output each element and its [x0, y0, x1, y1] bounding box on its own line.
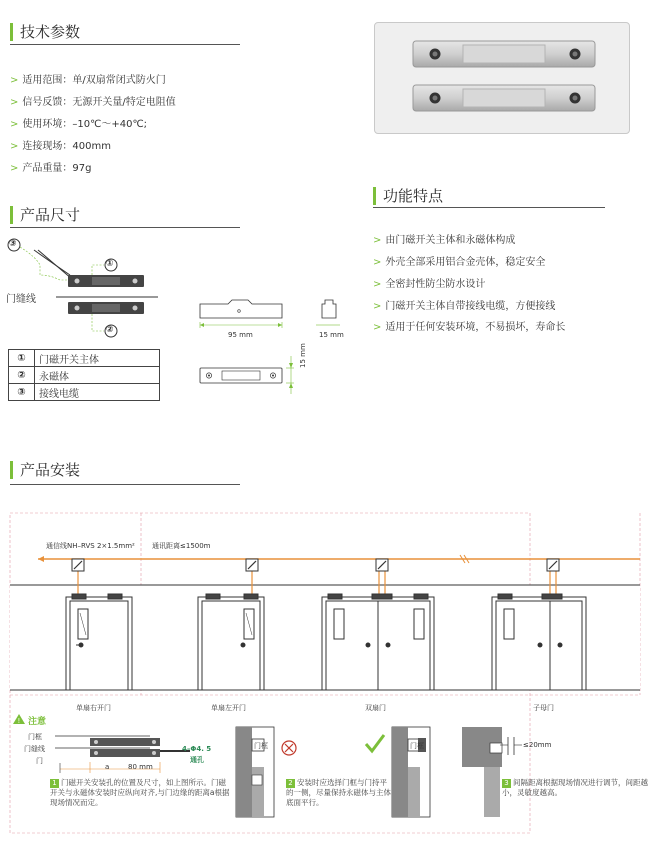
cable-label: 通信线NH–RVS 2×1.5mm²	[46, 542, 135, 550]
tech-title-underline	[10, 44, 240, 45]
install-section-title: 产品安装	[10, 461, 80, 479]
feature-item: > 由门磁开关主体和永磁体构成	[373, 235, 516, 246]
label-frame-2: 门框	[254, 742, 268, 750]
callout-3-label: ③	[9, 239, 17, 249]
switch-body-photo	[413, 41, 595, 67]
door-label-single-right: 单扇右开门	[76, 704, 111, 712]
note-2: 2 安装时应选择门框与门持平的一侧，尽量保持永磁体与主体底面平行。	[286, 778, 391, 807]
tech-section-title: 技术参数	[10, 23, 80, 41]
label-80mm: 80 mm	[128, 763, 153, 771]
part-number: ②	[9, 367, 35, 384]
label-door: 门	[36, 757, 43, 765]
note-3-number: 3	[502, 779, 511, 788]
table-row	[9, 384, 160, 401]
door-label-double: 双扇门	[365, 704, 386, 712]
part-name: 门磁开关主体	[35, 350, 160, 367]
switch-body-schematic	[68, 275, 144, 287]
part-number: ③	[9, 384, 35, 401]
note-1: 1 门磁开关安装孔的位置及尺寸，如上图所示。门磁开关与永磁体安装时应纵向对齐,与门边缘的距离a根据现场情况而定。	[50, 778, 230, 807]
install-title-underline	[10, 484, 240, 485]
tech-item: > 使用环境：–10℃～+40℃;	[10, 119, 148, 130]
tech-item: > 信号反馈：无源开关量/特定电阻值	[10, 97, 176, 108]
parts-table	[8, 349, 160, 401]
door-label-single-left: 单扇左开门	[211, 704, 246, 712]
svg-text:!: !	[17, 717, 21, 725]
tech-item: > 产品重量：97g	[10, 163, 92, 174]
label-hole-size: 4–Φ4. 5	[182, 745, 212, 753]
dim-width-label: 95 mm	[228, 331, 253, 339]
feature-item: > 全密封性防尘防水设计	[373, 279, 486, 290]
side-view	[200, 300, 282, 318]
feature-item: > 外壳全部采用铝合金壳体，稳定安全	[373, 257, 546, 268]
note-title: 注意	[28, 717, 47, 727]
dim-height-label: 15 mm	[299, 343, 307, 368]
table-row	[9, 367, 160, 384]
part-name: 接线电缆	[35, 384, 160, 401]
door-gap-label: 门缝线	[6, 294, 36, 305]
note-3: 3 间隔距离根据现场情况进行调节，间距越小，灵敏度越高。	[502, 778, 648, 797]
label-20mm: ≤20mm	[523, 741, 552, 749]
top-view	[200, 368, 282, 383]
label-a: a	[105, 763, 110, 771]
features-section-title: 功能特点	[373, 187, 443, 205]
part-name: 永磁体	[35, 367, 160, 384]
door-label-mother-son: 子母门	[533, 704, 554, 712]
label-frame-3: 门框	[410, 742, 424, 750]
part-number: ①	[9, 350, 35, 367]
callout-2-label: ②	[106, 325, 114, 335]
size-title-underline	[10, 227, 240, 228]
size-section-title: 产品尺寸	[10, 206, 80, 224]
features-title-underline	[373, 207, 605, 208]
note3-diagram	[462, 727, 522, 817]
dim-depth-label: 15 mm	[319, 331, 344, 339]
dimension-drawings	[190, 290, 340, 400]
distance-label: 通讯距离≤1500m	[152, 542, 211, 550]
magnet-schematic	[68, 302, 144, 314]
callout-1-label: ①	[106, 259, 114, 269]
tech-item: > 适用范围：单/双扇常闭式防火门	[10, 75, 166, 86]
tech-item: > 连接现场：400mm	[10, 141, 111, 152]
label-frame: 门框	[28, 733, 42, 741]
label-gap: 门缝线	[24, 745, 45, 753]
product-photo-drawing	[375, 23, 631, 135]
magnet-photo	[413, 85, 595, 111]
feature-item: > 门磁开关主体自带接线电缆，方便接线	[373, 301, 556, 312]
end-view	[322, 300, 336, 318]
product-photo	[374, 22, 630, 134]
label-hole: 通孔	[190, 756, 204, 764]
note1-diagram	[55, 736, 190, 773]
note-2-number: 2	[286, 779, 295, 788]
feature-item: > 适用于任何安装环境，不易损坏，寿命长	[373, 322, 566, 333]
table-row	[9, 350, 160, 367]
note-1-number: 1	[50, 779, 59, 788]
